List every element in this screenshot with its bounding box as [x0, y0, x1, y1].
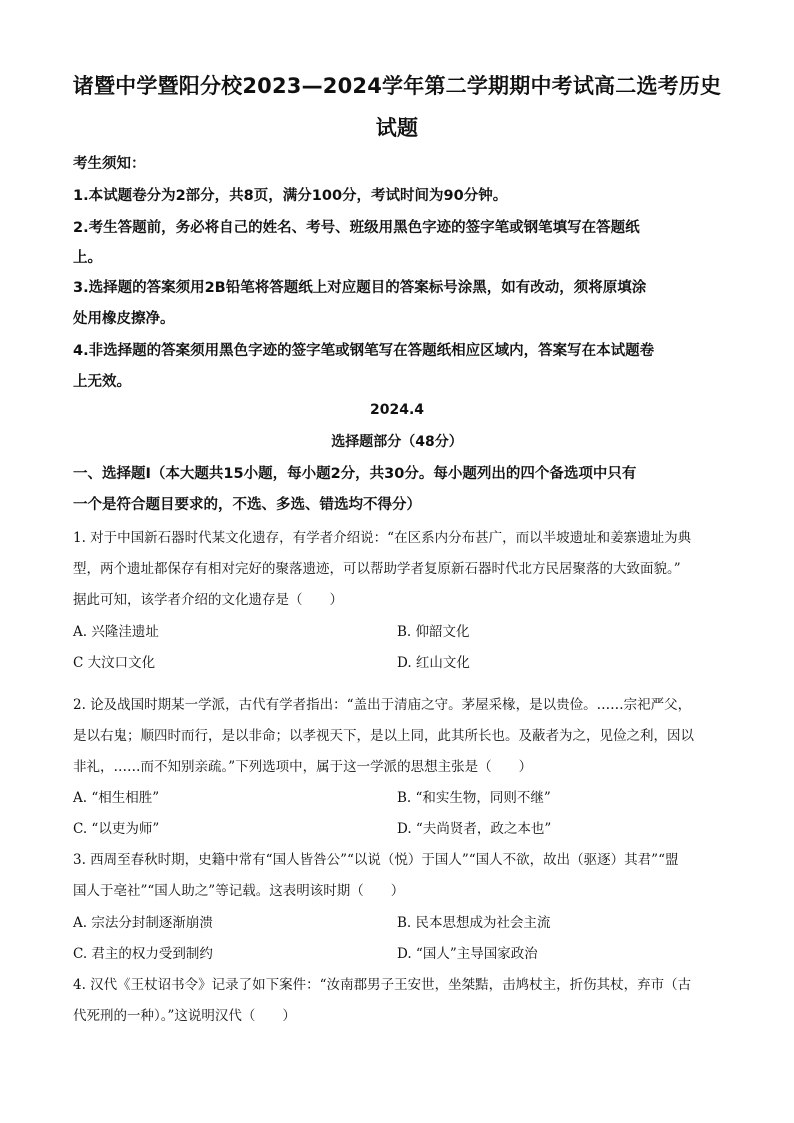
question-1-option-b: B. 仰韶文化 [397, 624, 470, 640]
notice-item-4: 4.非选择题的答案须用黑色字迹的签字笔或钢笔写在答题纸相应区域内，答案写在本试题卷 [73, 343, 655, 359]
notice-item-2-cont: 上。 [73, 250, 102, 266]
question-2-option-c: C. “以吏为师” [73, 821, 160, 837]
question-3-option-a: A. 宗法分封制逐渐崩溃 [73, 915, 213, 931]
question-1-line3: 据此可知，该学者介绍的文化遗存是（ ） [73, 592, 343, 608]
notice-heading: 考生须知： [73, 156, 146, 172]
section-heading-line1: 一、选择题Ⅰ（本大题共15小题，每小题2分，共30分。每小题列出的四个备选项中只有 [73, 466, 637, 482]
question-1-option-c: C 大汶口文化 [73, 655, 156, 671]
question-3-line2: 国人于亳社”“国人助之”等记载。这表明该时期（ ） [73, 883, 405, 899]
question-1-option-a: A. 兴隆洼遗址 [73, 624, 159, 640]
question-1-line2: 型，两个遗址都保存有相对完好的聚落遗迹，可以帮助学者复原新石器时代北方民居聚落的大致面貌。” [73, 561, 681, 577]
question-4-line2: 代死刑的一种）。”这说明汉代（ ） [73, 1008, 296, 1024]
question-2-option-d: D. “夫尚贤者，政之本也” [397, 821, 552, 837]
notice-item-1: 1.本试题卷分为2部分，共8页，满分100分，考试时间为90分钟。 [73, 188, 508, 204]
exam-title-line2: 试题 [375, 116, 419, 140]
notice-item-2: 2.考生答题前，务必将自己的姓名、考号、班级用黑色字迹的签字笔或钢笔填写在答题纸 [73, 220, 640, 236]
question-3-line1: 3. 西周至春秋时期，史籍中常有“国人皆咎公”“以说（悦）于国人”“国人不欲，故出（驱逐）其君”“盟 [73, 852, 679, 868]
question-2-option-a: A. “相生相胜” [73, 790, 160, 806]
question-4-line1: 4. 汉代《王杖诏书令》记录了如下案件：“汝南郡男子王安世，坐桀黠，击鸠杖主，折伤其杖，弃市（古 [73, 977, 692, 993]
notice-item-3: 3.选择题的答案须用2B铅笔将答题纸上对应题目的答案标号涂黑，如有改动，须将原填涂 [73, 280, 647, 296]
question-2-option-b: B. “和实生物，同则不继” [397, 790, 551, 806]
part-title: 选择题部分（48分） [331, 434, 463, 450]
notice-item-4-cont: 上无效。 [73, 374, 131, 390]
question-3-option-d: D. “国人”主导国家政治 [397, 946, 538, 962]
question-1-option-d: D. 红山文化 [397, 655, 470, 671]
notice-item-3-cont: 处用橡皮擦净。 [73, 311, 175, 327]
question-3-option-b: B. 民本思想成为社会主流 [397, 915, 551, 931]
exam-date: 2024.4 [369, 402, 425, 418]
exam-title-line1: 诸暨中学暨阳分校2023—2024学年第二学期期中考试高二选考历史 [72, 74, 722, 98]
question-3-option-c: C. 君主的权力受到制约 [73, 946, 213, 962]
question-2-line3: 非礼，……而不知别亲疏。”下列选项中，属于这一学派的思想主张是（ ） [73, 759, 533, 775]
section-heading-line2: 一个是符合题目要求的，不选、多选、错选均不得分） [73, 497, 421, 513]
question-2-line1: 2. 论及战国时期某一学派，古代有学者指出：“盖出于清庙之守。茅屋采椽，是以贵俭。……宗祀严父， [73, 697, 692, 713]
question-1-line1: 1. 对于中国新石器时代某文化遗存，有学者介绍说：“在区系内分布甚广，而以半坡遗址和姜寨遗址为典 [73, 530, 692, 546]
question-2-line2: 是以右鬼；顺四时而行，是以非命；以孝视天下，是以上同，此其所长也。及蔽者为之，见俭之利，因以 [73, 728, 694, 744]
